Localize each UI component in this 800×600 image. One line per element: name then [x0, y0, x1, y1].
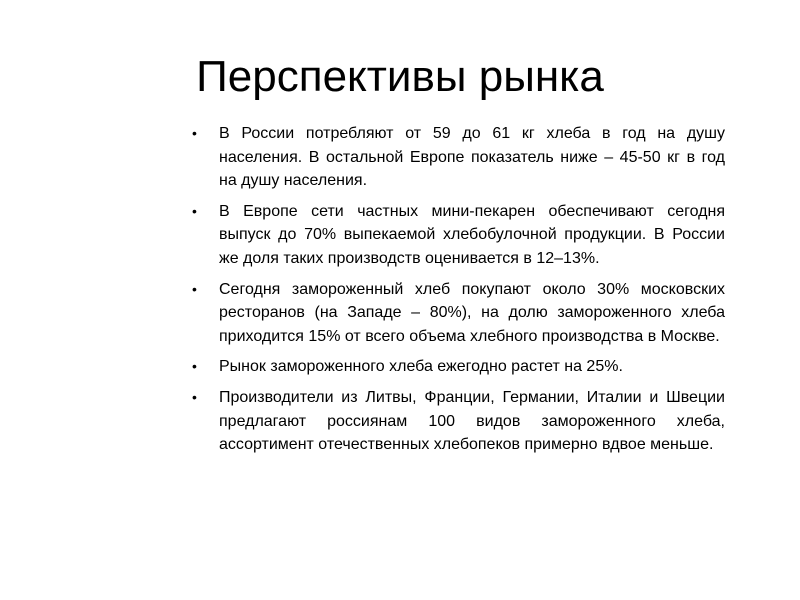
bullet-text: Рынок замороженного хлеба ежегодно растет на 25%.	[219, 358, 623, 376]
bullet-dot-icon: •	[192, 358, 197, 375]
bullet-dot-icon: •	[192, 280, 197, 297]
bullet-dot-icon: •	[192, 202, 197, 219]
bullet-item	[192, 200, 725, 271]
bullet-list	[192, 122, 725, 464]
bullet-item	[192, 122, 725, 193]
bullet-text: В Европе сети частных мини-пекарен обеспечивают сегодня выпуск до 70% выпекаемой хлебобулочной продукции. В России же доля таких производств оценивается в 12–13%.	[219, 202, 725, 267]
bullet-dot-icon: •	[192, 125, 197, 141]
bullet-text: Сегодня замороженный хлеб покупают около 30% московских ресторанов (на Западе – 80%), на долю замороженного хлеба приходится 15% от всего объема хлебного производства в Москве.	[219, 280, 725, 345]
bullet-item	[192, 278, 725, 349]
bullet-text: Производители из Литвы, Франции, Германии, Италии и Швеции предлагают россиянам 100 видов замороженного хлеба, ассортимент отечественных хлебопеков примерно вдвое меньше.	[219, 388, 725, 454]
bullet-item	[192, 386, 725, 457]
bullet-item	[192, 355, 725, 379]
slide-title: Перспективы рынка	[196, 52, 604, 101]
bullet-dot-icon: •	[192, 388, 197, 405]
bullet-text: В России потребляют от 59 до 61 кг хлеба в год на душу населения. В остальной Европе показатель ниже – 45-50 кг в год на душу населения.	[219, 125, 725, 190]
